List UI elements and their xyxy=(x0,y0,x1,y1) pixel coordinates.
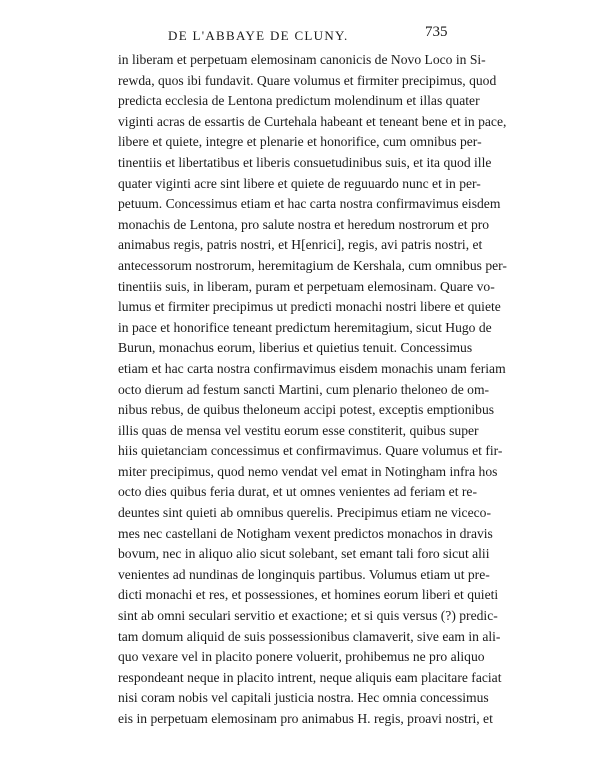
text-line: octo dies quibus feria durat, et ut omnes venientes ad feriam et re- xyxy=(118,484,477,500)
text-line: predicta ecclesia de Lentona predictum molendinum et illas quater xyxy=(118,93,480,109)
text-line: viginti acras de essartis de Curtehala habeant et teneant bene et in pace, xyxy=(118,113,507,129)
text-line: in liberam et perpetuam elemosinam canonicis de Novo Loco in Si- xyxy=(118,52,486,67)
text-line: dicti monachi et res, et possessiones, et homines eorum liberi et quieti xyxy=(118,587,499,603)
text-line: sint ab omni seculari servitio et exactione; et si quis versus (?) predic- xyxy=(118,608,498,624)
text-line: mes nec castellani de Notigham vexent predictos monachos in dravis xyxy=(118,525,493,541)
running-title: DE L'ABBAYE DE CLUNY. xyxy=(168,28,349,43)
text-line: nisi coram nobis vel capitali justicia nostra. Hec omnia concessimus xyxy=(118,690,489,706)
text-line: tinentiis suis, in liberam, puram et perpetuam elemosinam. Quare vo- xyxy=(118,278,495,294)
text-line: Burun, monachus eorum, liberius et quietius tenuit. Concessimus xyxy=(118,340,473,356)
text-line: venientes ad nundinas de longinquis partibus. Volumus etiam ut pre- xyxy=(118,566,490,582)
text-line: rewda, quos ibi fundavit. Quare volumus et firmiter precipimus, quod xyxy=(118,72,497,88)
text-line: monachis de Lentona, pro salute nostra et heredum nostrorum et pro xyxy=(118,216,490,232)
text-line: eis in perpetuam elemosinam pro animabus H. regis, proavi nostri, et xyxy=(118,711,493,726)
text-line: petuum. Concessimus etiam et hac carta nostra confirmavimus eisdem xyxy=(118,196,501,212)
text-line: libere et quiete, integre et plenarie et honorifice, cum omnibus per- xyxy=(118,134,482,150)
text-line: quo vexare vel in placito ponere voluerit, prohibemus ne pro aliquo xyxy=(118,649,485,665)
text-line: lumus et firmiter precipimus ut predicti monachi nostri libere et quiete xyxy=(118,299,501,315)
text-line: octo dierum ad festum sancti Martini, cum plenario theloneo de om- xyxy=(118,381,490,397)
text-line: illis quas de mensa vel vestitu eorum esse constiterit, quibus super xyxy=(118,422,479,438)
body-text xyxy=(118,50,507,730)
running-head xyxy=(0,22,590,46)
text-line: tinentiis et libertatibus et liberis consuetudinibus suis, et ita quod ille xyxy=(118,154,492,170)
text-line: tam domum aliquid de suis possessionibus clamaverit, sive eam in ali- xyxy=(118,628,501,644)
text-line: deuntes sint quieti ab omnibus querelis. Precipimus etiam ne viceco- xyxy=(118,505,491,521)
text-line: quater viginti acre sint libere et quiete de reguuardo nunc et in per- xyxy=(118,175,481,191)
text-line: animabus regis, patris nostri, et H[enrici], regis, avi patris nostri, et xyxy=(118,237,483,253)
text-line: etiam et hac carta nostra confirmavimus eisdem monachis unam feriam xyxy=(118,360,506,376)
page-number: 735 xyxy=(425,24,448,40)
text-line: hiis quietanciam concessimus et confirmavimus. Quare volumus et fir- xyxy=(118,443,503,459)
text-line: antecessorum nostrorum, heremitagium de Kershala, cum omnibus per- xyxy=(118,257,507,273)
text-line: miter precipimus, quod nemo vendat vel emat in Notingham infra hos xyxy=(118,463,498,479)
text-line: bovum, nec in aliquo alio sicut solebant, set emant tali foro sicut alii xyxy=(118,546,490,562)
text-line: nibus rebus, de quibus theloneum accipi potest, exceptis emptionibus xyxy=(118,402,495,418)
text-line: respondeant neque in placito intrent, neque aliquis eam placitare faciat xyxy=(118,669,502,685)
text-line: in pace et honorifice teneant predictum heremitagium, sicut Hugo de xyxy=(118,319,492,335)
